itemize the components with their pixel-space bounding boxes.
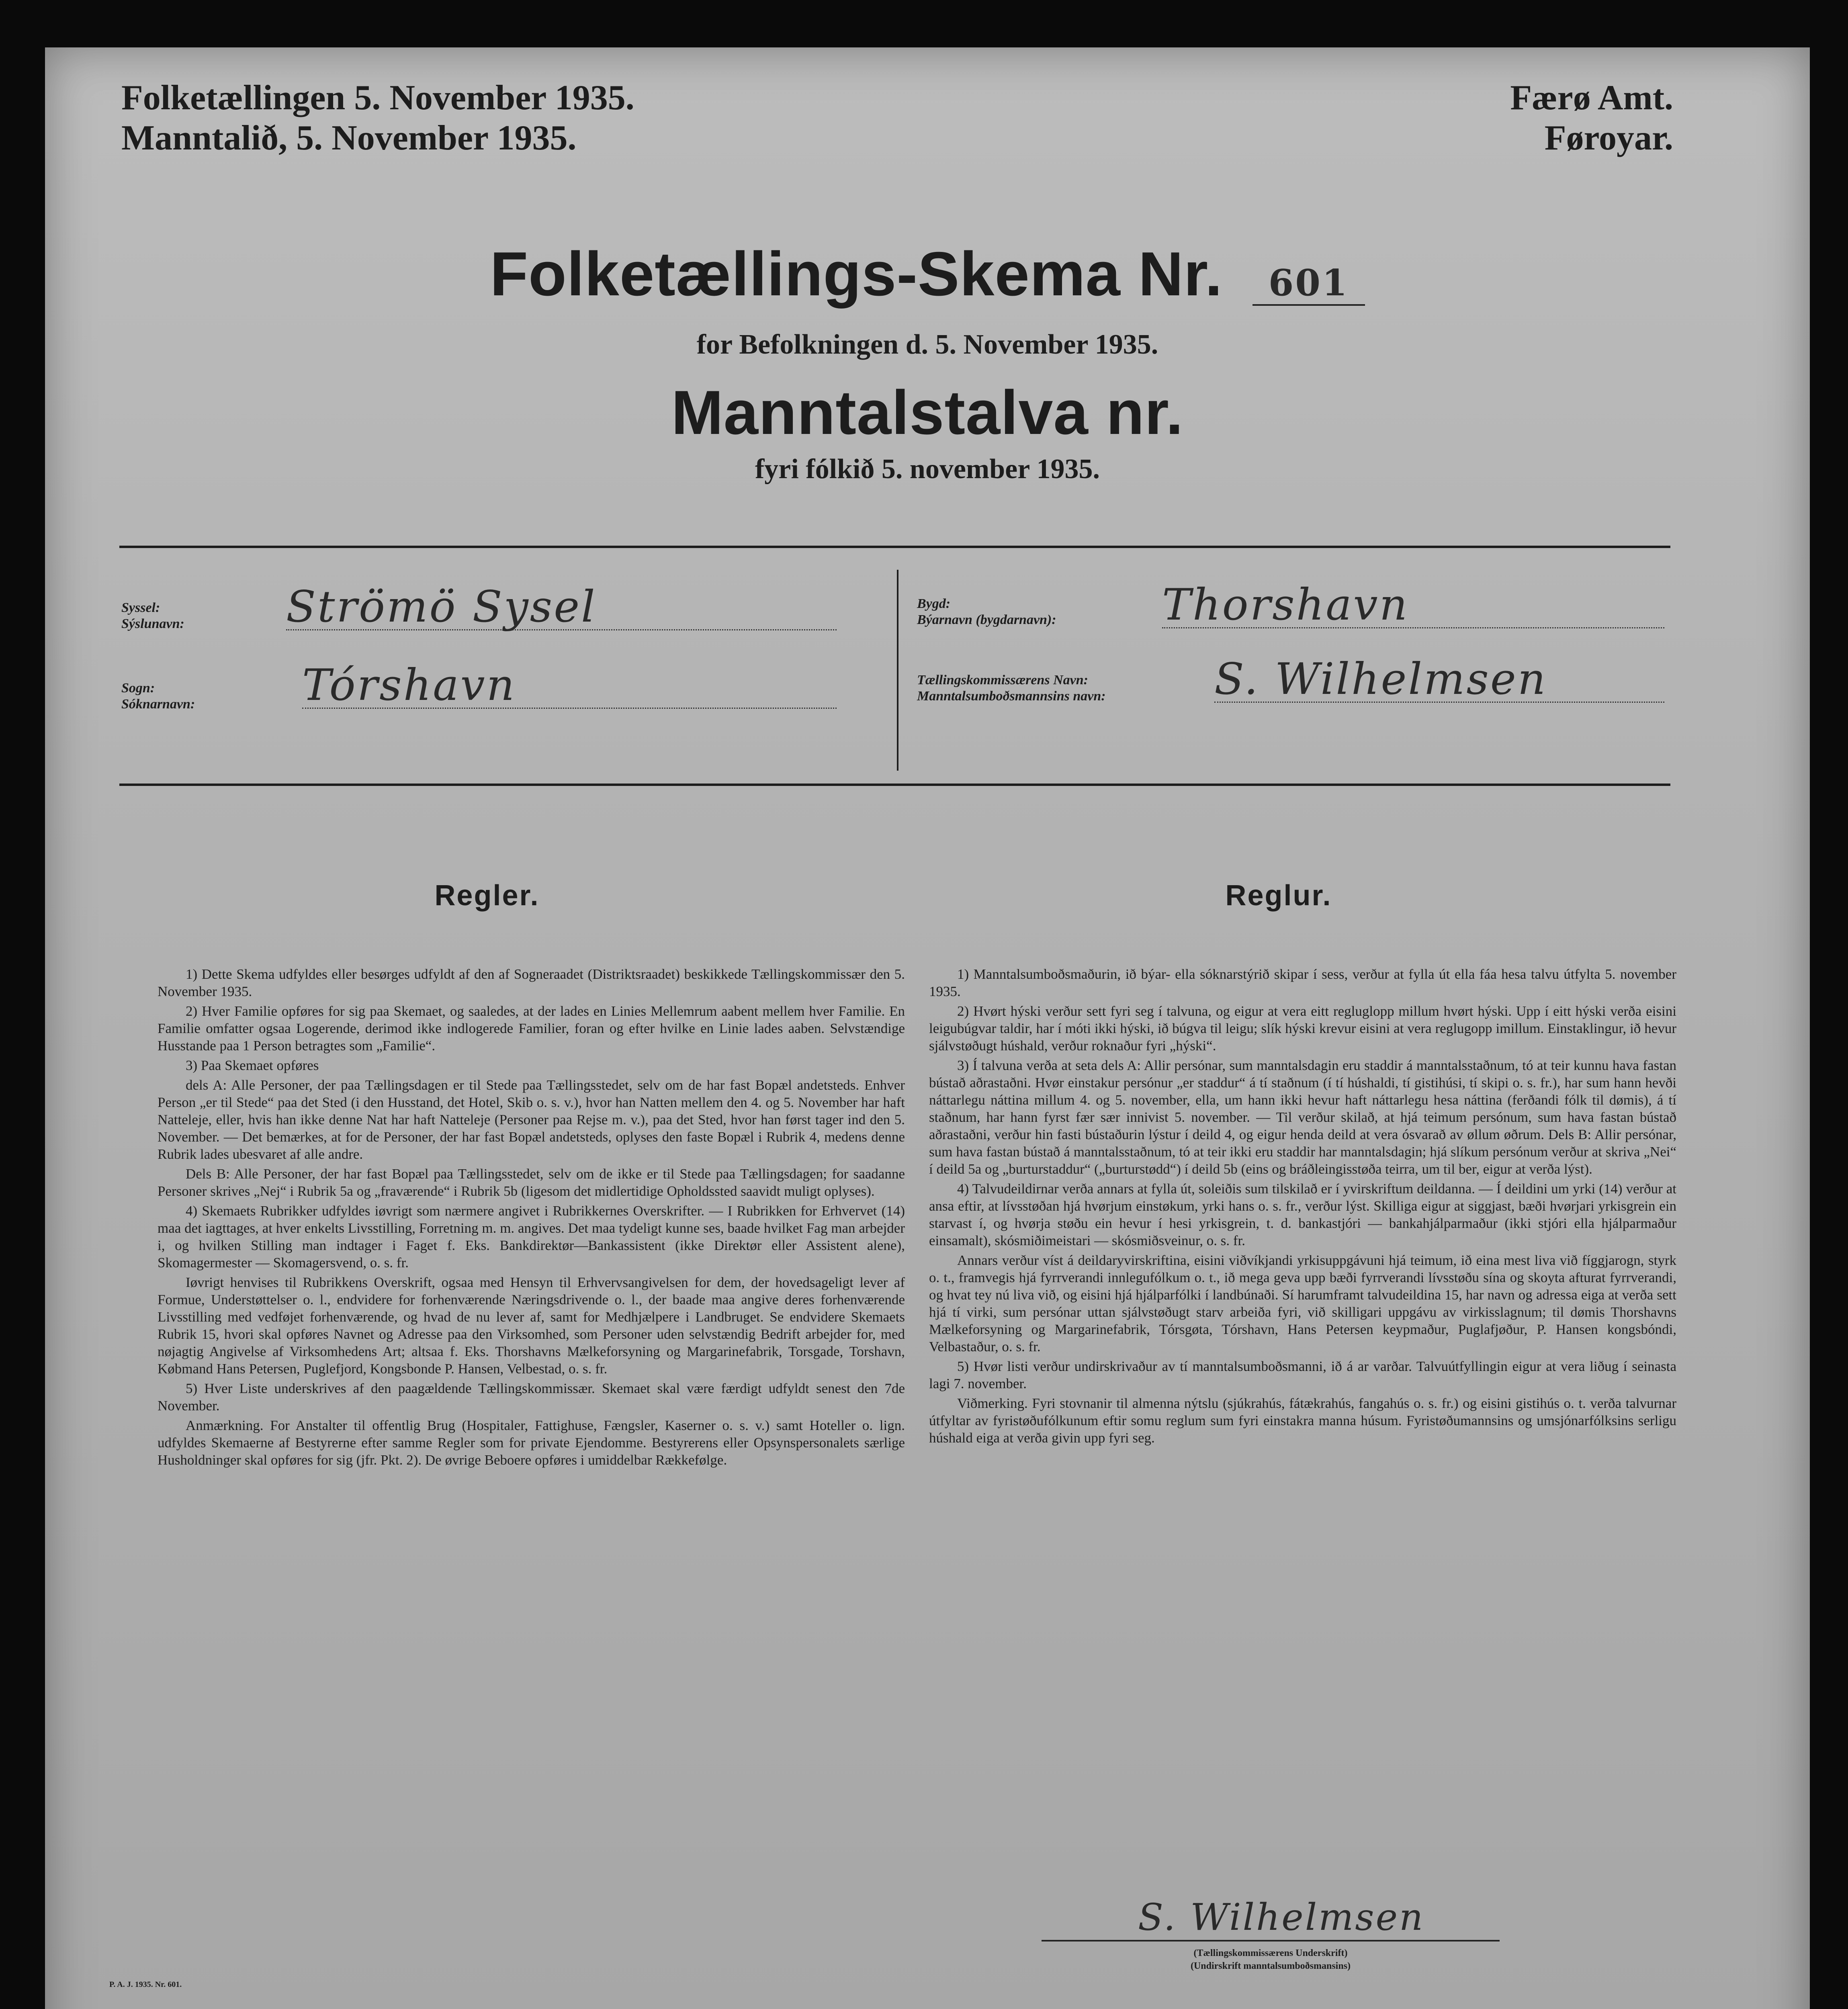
header-right-line2: Føroyar. — [1544, 119, 1673, 158]
danish-rule: 5) Hver Liste underskrives af den paagældende Tællingskommissær. Skemaet skal være færdigt udfyldt senest den 7de November. — [158, 1381, 905, 1414]
commissioner-signature: S. Wilhelmsen — [1138, 1896, 1425, 1939]
faroese-rule: 1) Manntalsumboðsmaðurin, ið býar- ella sóknarstýrið skipar í sess, verður at fylla út ella fáa hesa talvu útfylta 5. november 1935. — [929, 966, 1676, 999]
header-left-line1: Folketællingen 5. November 1935. — [121, 78, 634, 117]
divider-vertical — [897, 570, 898, 771]
danish-rules-title: Regler. — [434, 880, 540, 912]
form-title-text: Folketællings-Skema Nr. — [490, 239, 1223, 309]
sogn-label: Sogn: Sóknarnavn: — [121, 681, 195, 712]
signature-caption-faroese: (Undirskrift manntalsumboðsmansins) — [1190, 1961, 1351, 1971]
sogn-value: Tórshavn — [302, 660, 837, 709]
kommissaer-value: S. Wilhelmsen — [1214, 654, 1664, 703]
print-code: P. A. J. 1935. Nr. 601. — [109, 1980, 182, 1989]
form-title — [45, 238, 1810, 310]
form-title-faroese: Manntalstalva nr. — [671, 378, 1184, 447]
danish-rule: 3) Paa Skemaet opføres — [186, 1058, 319, 1073]
bygd-value: Thorshavn — [1162, 580, 1664, 628]
census-form-sheet — [45, 47, 1810, 2009]
danish-rule: 1) Dette Skema udfyldes eller besørges udfyldt af den af Sognerаadet (Distriktsraadet) beskikkede Tællingskommissær den 5. November 1935. — [158, 966, 905, 999]
faroese-rule: 3) Í talvuna verða at seta dels A: Allir persónar, sum manntalsdagin eru staddir á manntalsstaðnum, tó at teir kunnu hava fastan bústað aðrastaðni. Hvør einstakur persónur „er staddur“ á tí staðnum (í tí húshaldi, tí gistihúsi, tí skipi o. s. fr.), har sum hann hevði náttarlegu náttina millum 4. og 5. november, ella, um hann ikki hevur haft náttarlegu hesa náttina (ferðandi fólk til dømis), á tí staðnum, har hann fyrst fær sær innivist 5. november. — Til verður skilað, at hjá teimum persónum, sum hava fastan bústað aðrastaðni, verður hin fasti bústaðurin lýstur í deild 4, og eigur henda deild at vera ósvarað av øllum øðrum. Dels B: Allir persónar, sum hava fastan bústað á manntalsstaðnum, tó at teir ikki eru staddir har manntalsdagin; hjá slíkum persónum verður at skriva „Nei“ í deild 5a og „burturstaddur“ („burturstødd“) í deild 5b (eins og bráðleingisstøða teirra, um til ber, eigur at verða lýst). — [929, 1058, 1676, 1177]
bygd-label: Bygd: Býarnavn (bygdarnavn): — [917, 596, 1056, 627]
kommissaer-label: Tællingskommissærens Navn: Manntalsumboðsmannsins navn: — [917, 673, 1106, 704]
syssel-label: Syssel: Sýslunavn: — [121, 600, 184, 631]
faroese-note: Viðmerking. Fyri stovnanir til almenna nýtslu (sjúkrahús, fátækrahús, fangahús o. s. fr.) og eisini gistihús o. t. verða talvurnar útfyltar av fyristøðufólkunum eftir somu reglum sum fyri einstakra manna húsum. Fyristøðumannsins og umsjónarfólksins serligu húshald eiga at verða givin upp fyri seg. — [929, 1395, 1676, 1446]
signature-line — [1042, 1940, 1500, 1941]
danish-rule: dels A: Alle Personer, der paa Tællingsdagen er til Stede paa Tællingsstedet, selv om de har fast Bopæl andetsteds. Enhver Person „er til Stede“ paa det Sted (i den Husstand, det Hotel, Skib o. s. v.), hvor han Natten mellem den 4. og 5. November har haft Natteleje, eller, hvis han ikke denne Nat har haft Natteleje (Personer paa Rejse m. v.), paa det Sted, hvor han først tager ind den 5. November. — Det bemærkes, at for de Personer, der har fast Bopæl andetsteds, oplyses den faste Bopæl i Rubrik 4, medens denne Rubrik lades ubesvaret af alle andre. — [158, 1077, 905, 1162]
faroese-rule: Annars verður víst á deildaryvirskriftina, eisini viðvíkjandi yrkisuppgávuni hjá teimum, ið eina mest liva við fíggjarogn, styrk o. t., framvegis hjá fyrrverandi innlegufólkum o. t., ið mega geva upp bæði fyrrverandi lívsstøðu sína og skoyta afturat fyrrverandi, og hvat tey nú liva við, og eisini hjá hjálparfólki í landbúnaði. Sí harumframt talvudeildina 15, har navn og adressa eiga at verða sett hjá tí virki, sum persónar uttan sjálvstøðugt starv arbeiða fyri, við skilligari uppgávu av virkisslagnum; til dømis Thorshavns Mælkeforsyning og Margarinefabrik, Tórsgøta, Tórshavn, Hans Petersen keypmaður, Puglafjøður, P. Hansen kongsbóndi, Velbastaður, o. s. fr. — [929, 1252, 1676, 1354]
danish-rule: 2) Hver Familie opføres for sig paa Skemaet, og saaledes, at der lades en Linies Mellemrum aabent mellem hver Familie. En Familie omfatter ogsaa Logerende, derimod ikke indlogerede Familier, foran og efter hvilke en Linie lades aaben. Selvstændige Husstande paa 1 Person betragtes som „Familie“. — [158, 1003, 905, 1054]
faroese-rule: 2) Hvørt hýski verður sett fyri seg í talvuna, og eigur at vera eitt regluglopp millum hvørt hýski. Upp í eitt hýski verða eisini leigubúgvar taldir, har í móti ikki hýski, ið búgva til leigu; slík hýski krevur eisini at vera reglugopp imillum. Einstaklingur, ið hevur sjálvstøðugt húshald, verður roknaður fyri „hýski“. — [929, 1003, 1676, 1054]
faroese-rules — [929, 966, 1676, 1449]
form-subtitle-faroese: fyri fólkið 5. november 1935. — [755, 454, 1100, 485]
divider-bottom — [119, 784, 1670, 786]
divider-top — [119, 546, 1670, 548]
danish-rule: Iøvrigt henvises til Rubrikkens Overskrift, ogsaa med Hensyn til Erhvervsangivelsen for dem, der hovedsageligt lever af Formue, Understøttelser o. l., endvidere for forhenværende Næringsdrivende o. l., der baade maa angive deres forhenværende Livsstilling med vedføjet forhenværende, og hvad de nu lever af, samt for Medhjælpere i Landbruget. Se endvidere Skemaets Rubrik 15, hvori skal opføres Navnet og Adresse paa den Virksomhed, som Personer uden selvstændig Bedrift arbejder for, med nøjagtig Angivelse af Virksomhedens Art; altsaa f. Eks. Thorshavns Mælkeforsyning og Margarinefabrik, Torsgade, Torshavn, Købmand Hans Petersen, Puglefjord, Kongsbonde P. Hansen, Velbestad, o. s. fr. — [158, 1275, 905, 1377]
faroese-rule: 4) Talvudeildirnar verða annars at fylla út, soleiðis sum tilskilað er í yvirskriftum deildanna. — Í deildini um yrki (14) verður at ansa eftir, at lívsstøðan hjá hvørjum einstøkum, yrki hans o. s. fr., verður lýst. Skilliga eigur at siggjast, bæði hvørjari yrkisgrein ein starvast í, og hvørja støðu ein hevur í hesi yrkisgrein, t. d. bankastjóri — bankahjálparmaður (ikki stjóri ella hjálparmaður einsamalt), skósmiðimeistari — skósmiðsveinur, o. s. fr. — [929, 1181, 1676, 1248]
danish-note: Anmærkning. For Anstalter til offentlig Brug (Hospitaler, Fattighuse, Fængsler, Kaserner o. s. v.) samt Hoteller o. lign. udfyldes Skemaerne af Bestyrerne efter samme Regler som for private Ejendomme. Bestyrerens eller Opsynspersonalets særlige Husholdninger skal opføres for sig (jfr. Pkt. 2). De øvrige Beboere opføres i umiddelbar Rækkefølge. — [158, 1418, 905, 1468]
faroese-rules-title: Reglur. — [1225, 880, 1332, 912]
signature-caption-danish: (Tællingskommissærens Underskrift) — [1193, 1948, 1348, 1958]
header-left-line2: Manntalið, 5. November 1935. — [121, 119, 577, 158]
faroese-rule: 5) Hvør listi verður undirskrivaður av tí manntalsumboðsmanni, ið á ar varðar. Talvuútfyllingin eigur at vera liðug í seinasta lagi 7. november. — [929, 1358, 1676, 1391]
header-right-line1: Færø Amt. — [1510, 78, 1673, 117]
form-number: 601 — [1252, 262, 1365, 306]
form-subtitle-danish: for Befolkningen d. 5. November 1935. — [696, 329, 1158, 360]
syssel-value: Strömö Sysel — [286, 582, 837, 630]
danish-rule: Dels B: Alle Personer, der har fast Bopæl paa Tællingsstedet, selv om de ikke er til Stede paa Tællingsdagen; for saadanne Personer skrives „Nej“ i Rubrik 5a og „fraværende“ i Rubrik 5b (ligesom det midlertidige Opholdssted saavidt muligt oplyses). — [158, 1166, 905, 1199]
danish-rule: 4) Skemaets Rubrikker udfyldes iøvrigt som nærmere angivet i Rubrikkernes Overskrifter. — I Rubrikken for Erhvervet (14) maa det iagttages, at hver enkelts Livsstilling, Forretning m. m. angives. Det maa tydeligt kunne ses, baade hvilket Fag man arbejder i, og hvilken Stilling man indtager i Faget f. Eks. Bankdirektør—Bankassistent (ikke Direktør eller Assistent alene), Skomagermester — Skomagersvend, o. s. fr. — [158, 1203, 905, 1270]
danish-rules — [158, 966, 905, 1471]
